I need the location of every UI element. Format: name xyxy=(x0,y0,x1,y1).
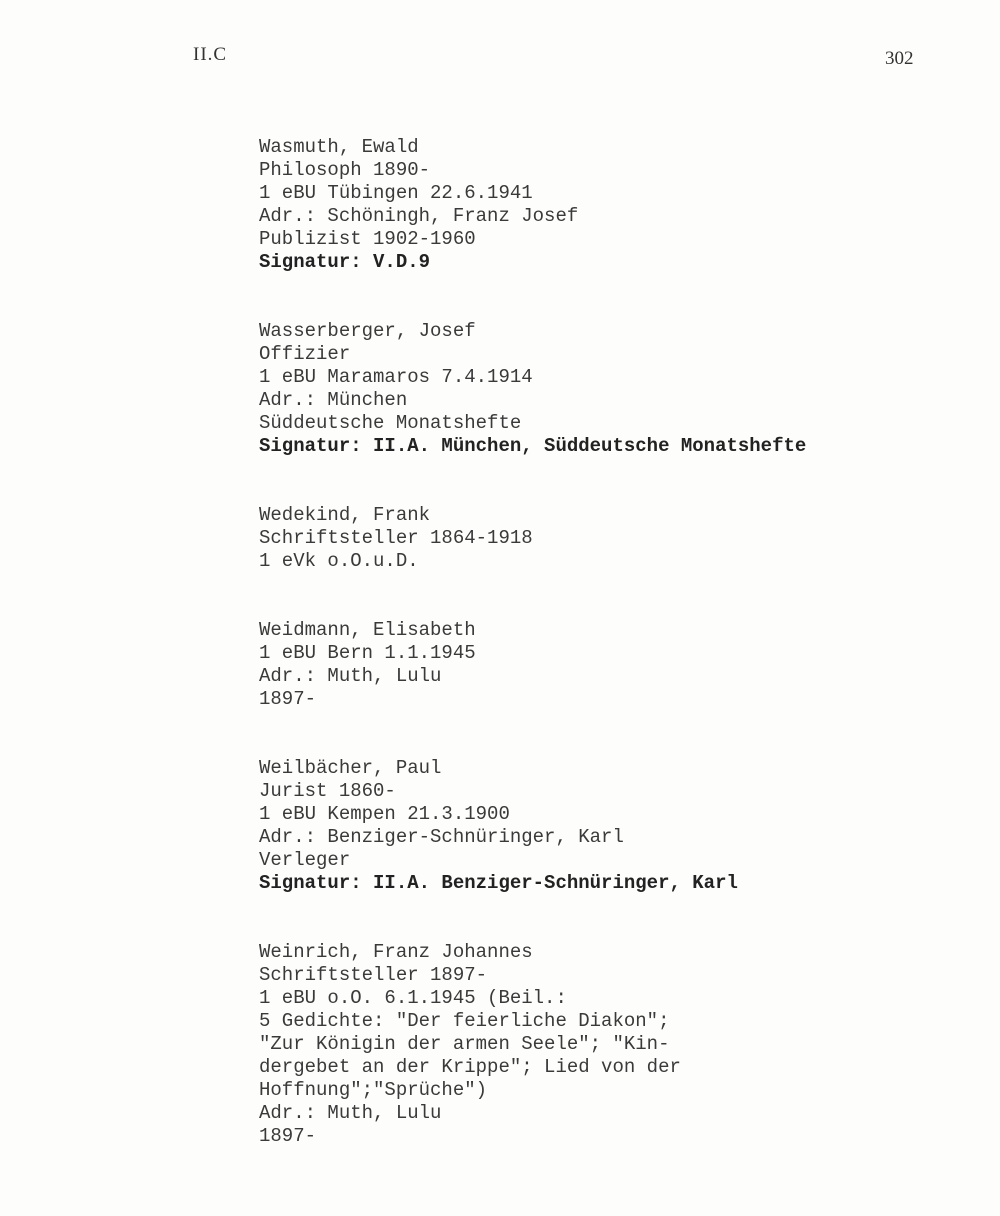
entry-name: Weinrich, Franz Johannes xyxy=(259,941,533,963)
entry-line: Adr.: Benziger-Schnüringer, Karl xyxy=(259,826,624,848)
entry-line: Philosoph 1890- xyxy=(259,159,431,181)
catalog-entry xyxy=(259,941,806,1148)
catalog-entry xyxy=(259,619,806,711)
entry-line: Adr.: Muth, Lulu xyxy=(259,665,442,687)
entry-line: 1897- xyxy=(259,688,317,710)
entry-line: 1 eBU o.O. 6.1.1945 (Beil.: xyxy=(259,987,567,1009)
entry-line: 5 Gedichte: "Der feierliche Diakon"; xyxy=(259,1010,670,1032)
catalog-entry xyxy=(259,320,806,458)
entry-name: Wasmuth, Ewald xyxy=(259,136,419,158)
entry-signatur: Signatur: II.A. Benziger-Schnüringer, Karl xyxy=(259,872,738,894)
entry-line: 1 eVk o.O.u.D. xyxy=(259,550,419,572)
entry-name: Weilbächer, Paul xyxy=(259,757,442,779)
entry-line: Süddeutsche Monatshefte xyxy=(259,412,522,434)
entry-list xyxy=(259,136,806,1194)
entry-line: 1 eBU Bern 1.1.1945 xyxy=(259,642,476,664)
entry-line: Verleger xyxy=(259,849,351,871)
catalog-entry xyxy=(259,504,806,573)
entry-line: Schriftsteller 1864-1918 xyxy=(259,527,533,549)
entry-line: Publizist 1902-1960 xyxy=(259,228,476,250)
entry-line: 1 eBU Tübingen 22.6.1941 xyxy=(259,182,533,204)
entry-line: 1897- xyxy=(259,1125,317,1147)
entry-line: 1 eBU Maramaros 7.4.1914 xyxy=(259,366,533,388)
section-label: II.C xyxy=(193,44,228,65)
entry-name: Weidmann, Elisabeth xyxy=(259,619,476,641)
entry-line: Jurist 1860- xyxy=(259,780,396,802)
entry-signatur: Signatur: II.A. München, Süddeutsche Monatshefte xyxy=(259,435,807,457)
entry-name: Wasserberger, Josef xyxy=(259,320,476,342)
catalog-entry xyxy=(259,136,806,274)
entry-line: Adr.: Schöningh, Franz Josef xyxy=(259,205,579,227)
entry-line: "Zur Königin der armen Seele"; "Kin- xyxy=(259,1033,670,1055)
entry-line: Adr.: Muth, Lulu xyxy=(259,1102,442,1124)
entry-line: Schriftsteller 1897- xyxy=(259,964,488,986)
entry-name: Wedekind, Frank xyxy=(259,504,431,526)
entry-line: Hoffnung";"Sprüche") xyxy=(259,1079,488,1101)
entry-signatur: Signatur: V.D.9 xyxy=(259,251,431,273)
entry-line: Offizier xyxy=(259,343,351,365)
catalog-entry xyxy=(259,757,806,895)
entry-line: Adr.: München xyxy=(259,389,408,411)
entry-line: 1 eBU Kempen 21.3.1900 xyxy=(259,803,510,825)
page-number: 302 xyxy=(885,48,914,69)
entry-line: dergebet an der Krippe"; Lied von der xyxy=(259,1056,681,1078)
